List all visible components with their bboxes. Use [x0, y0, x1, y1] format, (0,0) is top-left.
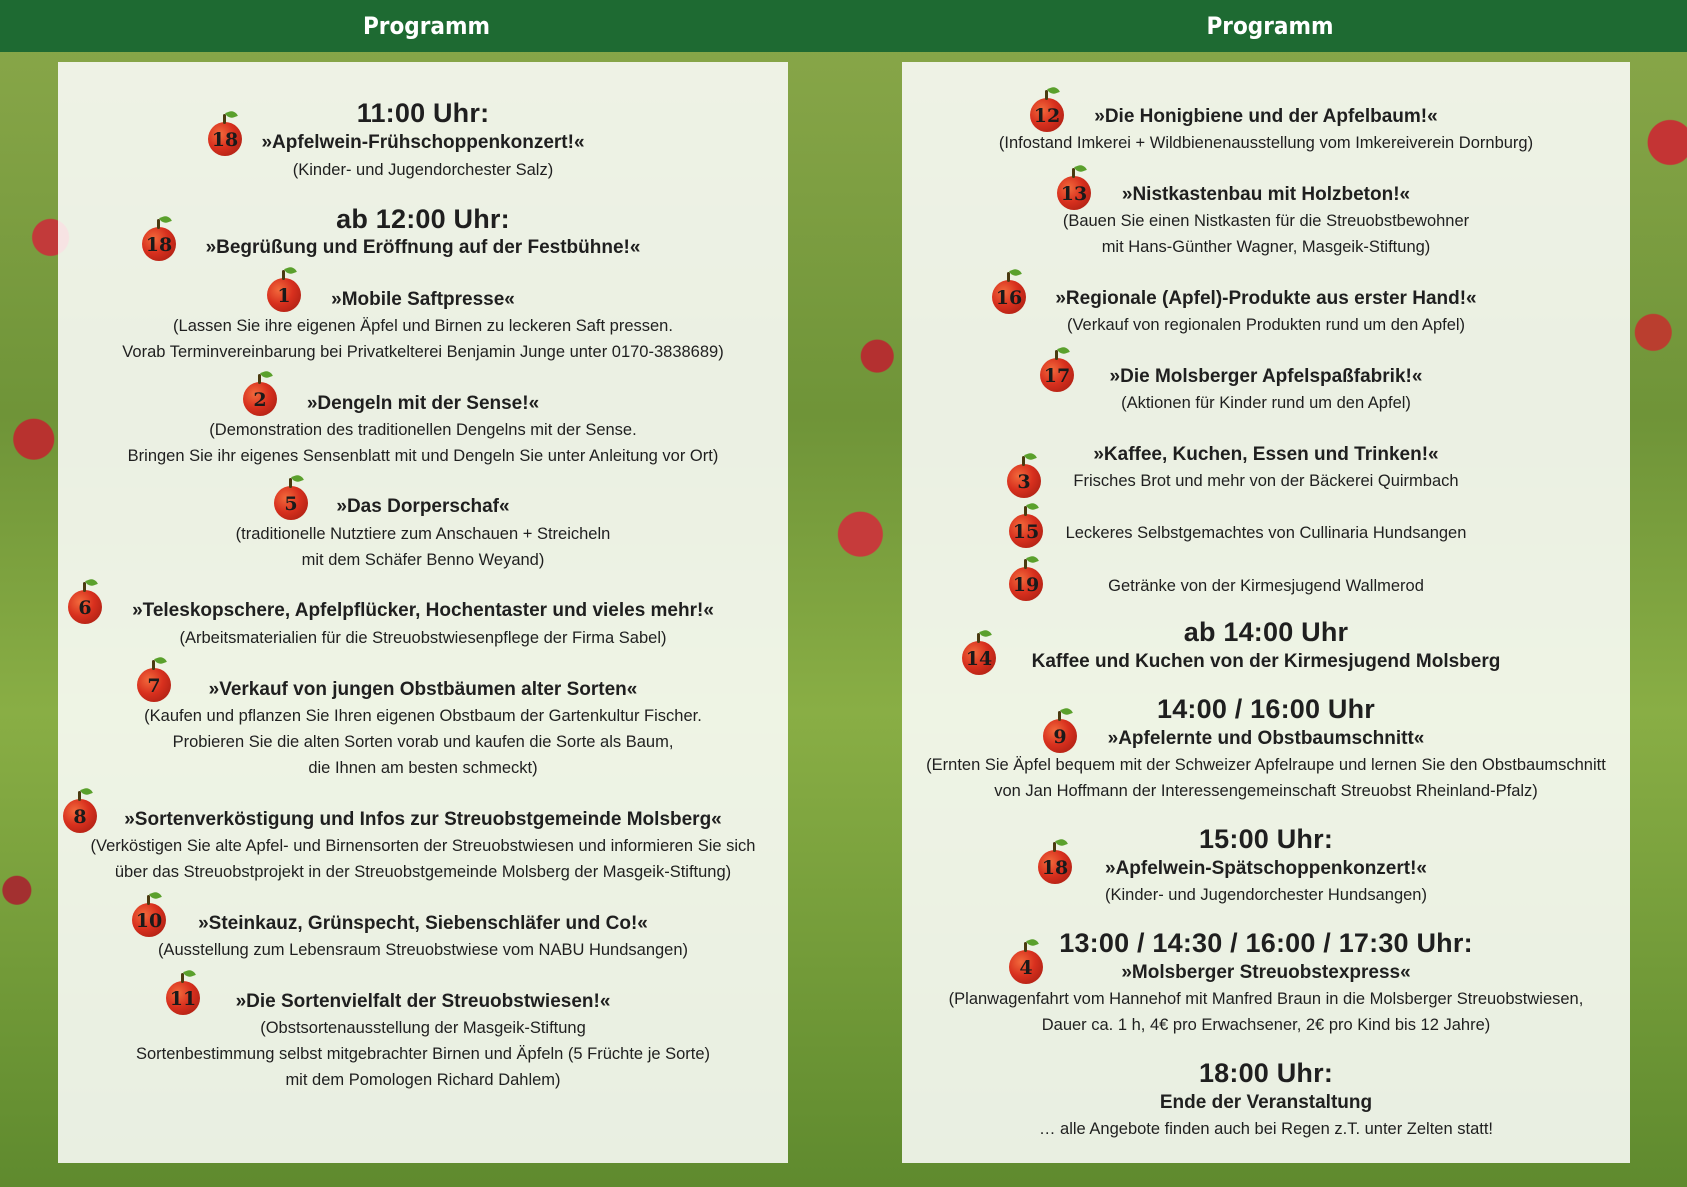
event-title: Ende der Veranstaltung: [1159, 1092, 1373, 1113]
apple-number-icon: 6: [68, 590, 102, 624]
event-title: »Nistkastenbau mit Holzbeton!«: [1121, 184, 1411, 205]
event-title: »Die Molsberger Apfelspaßfabrik!«: [1109, 366, 1423, 387]
event-desc: (Verköstigen Sie alte Apfel- und Birnensorten der Streuobstwiesen und informieren Sie sich: [90, 837, 756, 855]
left-header-title: Programm: [43, 0, 811, 52]
apple-number-icon: 11: [166, 981, 200, 1015]
event-title: »Molsberger Streuobstexpress«: [1121, 962, 1411, 983]
event-title: »Begrüßung und Eröffnung auf der Festbühne!«: [205, 237, 641, 258]
apple-number-icon: 8: [63, 799, 97, 833]
event-desc: Leckeres Selbstgemachtes von Cullinaria Hundsangen: [1065, 524, 1467, 542]
event-desc: (Kaufen und pflanzen Sie Ihren eigenen Obstbaum der Gartenkultur Fischer.: [144, 707, 702, 725]
event-title: »Apfelwein-Frühschoppenkonzert!«: [261, 132, 585, 153]
time-1400: ab 14:00 Uhr: [1183, 617, 1349, 647]
apple-number-icon: 13: [1057, 176, 1091, 210]
event-desc: (Infostand Imkerei + Wildbienenausstellung vom Imkereiverein Dornburg): [998, 134, 1534, 152]
event-desc: (Obstsortenausstellung der Masgeik-Stiftung: [260, 1019, 586, 1037]
event-desc: mit Hans-Günther Wagner, Masgeik-Stiftung): [1101, 238, 1431, 256]
event-desc: von Jan Hoffmann der Interessengemeinschaft Streuobst Rheinland-Pfalz): [994, 782, 1538, 800]
time-1800: 18:00 Uhr:: [1198, 1058, 1334, 1088]
apple-number-icon: 2: [243, 382, 277, 416]
event-desc: (Bauen Sie einen Nistkasten für die Streuobstbewohner: [1062, 212, 1470, 230]
event-desc: mit dem Schäfer Benno Weyand): [301, 551, 545, 569]
event-title: »Kaffee, Kuchen, Essen und Trinken!«: [1093, 444, 1439, 465]
apple-number-icon: 16: [992, 280, 1026, 314]
event-title: »Sortenverköstigung und Infos zur Streuobstgemeinde Molsberg«: [124, 809, 722, 830]
event-desc: (Lassen Sie ihre eigenen Äpfel und Birnen zu leckeren Saft pressen.: [173, 317, 673, 335]
event-desc: (traditionelle Nutztiere zum Anschauen + Streicheln: [235, 525, 611, 543]
apple-number-icon: 7: [137, 668, 171, 702]
apple-number-icon: 17: [1040, 358, 1074, 392]
event-desc: Probieren Sie die alten Sorten vorab und kaufen die Sorte als Baum,: [172, 733, 674, 751]
event-desc: die Ihnen am besten schmeckt): [308, 759, 538, 777]
event-desc: Vorab Terminvereinbarung bei Privatkelterei Benjamin Junge unter 0170-3838689): [122, 343, 724, 361]
apple-number-icon: 10: [132, 903, 166, 937]
event-desc: (Kinder- und Jugendorchester Hundsangen): [1105, 886, 1427, 904]
time-1300-1730: 13:00 / 14:30 / 16:00 / 17:30 Uhr:: [1059, 928, 1473, 958]
right-program-panel: [902, 62, 1630, 1163]
event-title: »Die Honigbiene und der Apfelbaum!«: [1094, 106, 1438, 127]
event-desc: (Verkauf von regionalen Produkten rund um den Apfel): [1066, 316, 1466, 334]
event-desc: (Planwagenfahrt vom Hannehof mit Manfred Braun in die Molsberger Streuobstwiesen,: [948, 990, 1584, 1008]
left-program-panel: [58, 62, 788, 1163]
event-desc: Dauer ca. 1 h, 4€ pro Erwachsener, 2€ pro Kind bis 12 Jahre): [1041, 1016, 1491, 1034]
apple-number-icon: 15: [1009, 514, 1043, 548]
event-desc: Sortenbestimmung selbst mitgebrachter Birnen und Äpfeln (5 Früchte je Sorte): [135, 1045, 711, 1063]
event-desc: (Demonstration des traditionellen Dengelns mit der Sense.: [209, 421, 637, 439]
event-title: »Mobile Saftpresse«: [331, 289, 515, 310]
event-desc: (Kinder- und Jugendorchester Salz): [292, 161, 554, 179]
event-title: »Regionale (Apfel)-Produkte aus erster Hand!«: [1055, 288, 1477, 309]
apple-number-icon: 12: [1030, 98, 1064, 132]
event-desc: Bringen Sie ihr eigenes Sensenblatt mit und Dengeln Sie unter Anleitung vor Ort): [127, 447, 719, 465]
apple-number-icon: 9: [1043, 719, 1077, 753]
time-1500: 15:00 Uhr:: [1198, 824, 1334, 854]
event-title: »Das Dorperschaf«: [336, 496, 510, 517]
event-title: »Die Sortenvielfalt der Streuobstwiesen!«: [235, 991, 611, 1012]
apple-number-icon: 18: [142, 227, 176, 261]
time-1200: ab 12:00 Uhr:: [336, 204, 510, 234]
event-desc: Frisches Brot und mehr von der Bäckerei Quirmbach: [1073, 472, 1459, 490]
apple-number-icon: 18: [1038, 850, 1072, 884]
event-desc: über das Streuobstprojekt in der Streuobstgemeinde Molsberg der Masgeik-Stiftung): [114, 863, 732, 881]
event-desc: mit dem Pomologen Richard Dahlem): [285, 1071, 561, 1089]
event-title: »Apfelwein-Spätschoppenkonzert!«: [1105, 858, 1427, 879]
event-title: »Dengeln mit der Sense!«: [306, 393, 540, 414]
apple-number-icon: 19: [1009, 567, 1043, 601]
time-1100: 11:00 Uhr:: [356, 98, 490, 128]
apple-number-icon: 18: [208, 122, 242, 156]
event-desc: (Arbeitsmaterialien für die Streuobstwiesenpflege der Firma Sabel): [179, 629, 667, 647]
apple-number-icon: 3: [1007, 464, 1041, 498]
time-1400-1600: 14:00 / 16:00 Uhr: [1156, 694, 1376, 724]
event-desc: … alle Angebote finden auch bei Regen z.T. unter Zelten statt!: [1038, 1120, 1494, 1138]
event-desc: (Ausstellung zum Lebensraum Streuobstwiese vom NABU Hundsangen): [157, 941, 689, 959]
right-header-title: Programm: [895, 0, 1646, 52]
event-title: Kaffee und Kuchen von der Kirmesjugend Molsberg: [1031, 651, 1501, 672]
event-desc: (Ernten Sie Äpfel bequem mit der Schweizer Apfelraupe und lernen Sie den Obstbaumschnitt: [926, 756, 1606, 774]
apple-number-icon: 1: [267, 278, 301, 312]
apple-number-icon: 4: [1009, 950, 1043, 984]
apple-number-icon: 14: [962, 641, 996, 675]
event-title: »Steinkauz, Grünspecht, Siebenschläfer und Co!«: [198, 913, 648, 934]
event-title: »Apfelernte und Obstbaumschnitt«: [1107, 728, 1425, 749]
event-desc: Getränke von der Kirmesjugend Wallmerod: [1108, 577, 1424, 595]
apple-number-icon: 5: [274, 486, 308, 520]
event-title: »Verkauf von jungen Obstbäumen alter Sorten«: [208, 679, 638, 700]
event-title: »Teleskopschere, Apfelpflücker, Hochentaster und vieles mehr!«: [132, 600, 714, 621]
event-desc: (Aktionen für Kinder rund um den Apfel): [1121, 394, 1411, 412]
